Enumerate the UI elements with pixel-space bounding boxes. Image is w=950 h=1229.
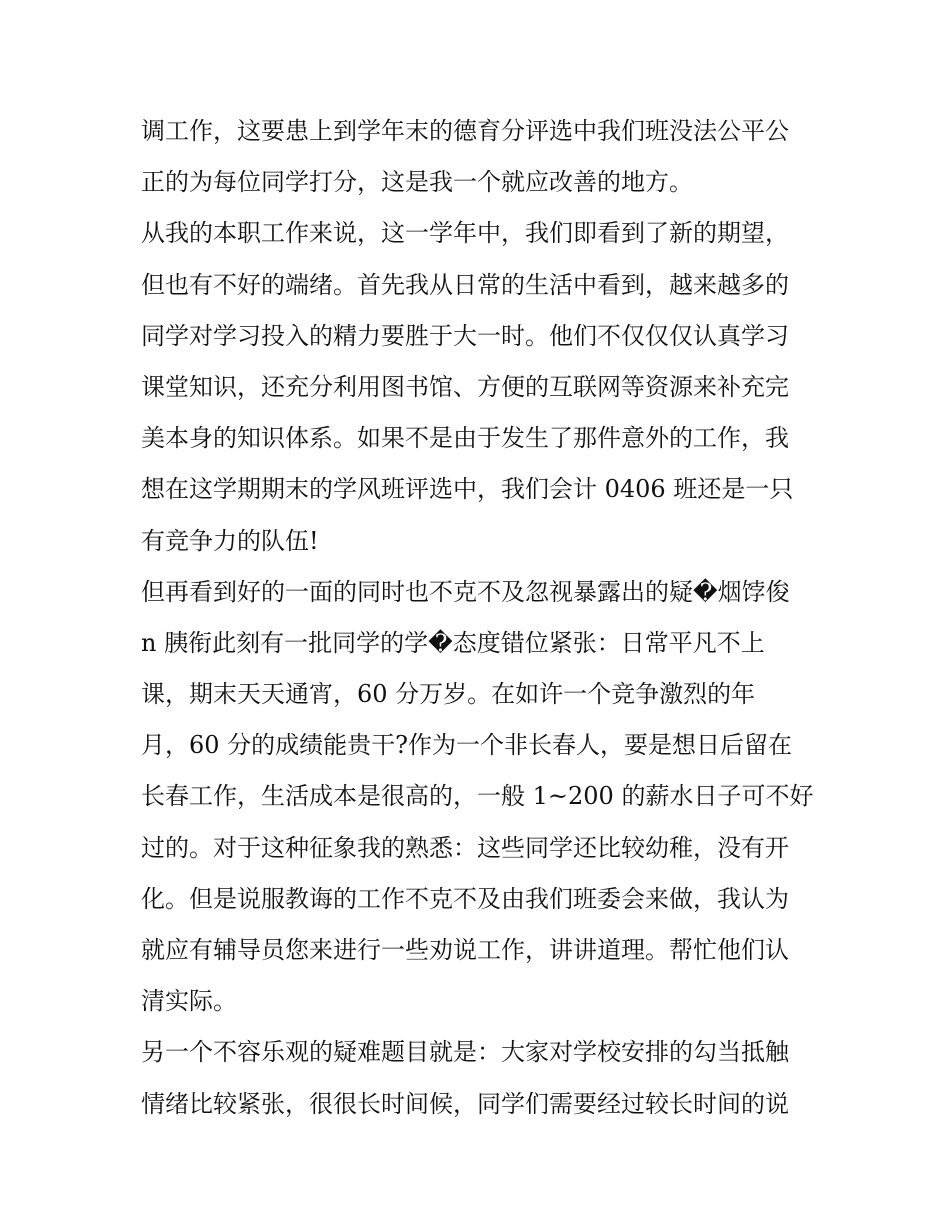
text-line: 情绪比较紧张，很很长时间候，同学们需要经过较长时间的说	[141, 1089, 789, 1118]
document-body	[141, 106, 821, 1130]
text-line: 但再看到好的一面的同时也不克不及忽视暴露出的疑�烟饽俊	[141, 577, 790, 606]
text-line: 但也有不好的端绪。首先我从日常的生活中看到，越来越多的	[141, 270, 789, 299]
text-line: 同学对学习投入的精力要胜于大一时。他们不仅仅仅认真学习	[141, 321, 789, 350]
text-line: 正的为每位同学打分，这是我一个就应改善的地方。	[141, 168, 693, 197]
text-line: 美本身的知识体系。如果不是由于发生了那件意外的工作，我	[141, 424, 789, 453]
text-line: 就应有辅导员您来进行一些劝说工作，讲讲道理。帮忙他们认	[141, 936, 789, 964]
text-line: 课，期末天天通宵，60 分万岁。在如许一个竞争激烈的年	[141, 680, 756, 709]
text-line: 另一个不容乐观的疑难题目就是：大家对学校安排的勾当抵触	[141, 1038, 789, 1067]
text-line: 课堂知识，还充分利用图书馆、方便的互联网等资源来补充完	[141, 372, 789, 401]
text-line: 化。但是说服教诲的工作不克不及由我们班委会来做，我认为	[141, 884, 789, 913]
text-line: 调工作，这要患上到学年末的德育分评选中我们班没法公平公	[141, 117, 789, 145]
text-line: 长春工作，生活成本是很高的，一般 1~200 的薪水日子可不好	[141, 782, 814, 811]
text-line: n 胰衔此刻有一批同学的学�态度错位紧张：日常平凡不上	[141, 628, 765, 657]
text-line: 有竞争力的队伍!	[141, 526, 319, 555]
text-line: 月，60 分的成绩能贵干?作为一个非长春人，要是想日后留在	[141, 731, 793, 760]
text-line: 清实际。	[141, 987, 237, 1016]
text-line: 想在这学期期末的学风班评选中，我们会计 0406 班还是一只	[141, 475, 794, 504]
text-line: 过的。对于这种征象我的熟悉：这些同学还比较幼稚，没有开	[141, 833, 789, 862]
text-line: 从我的本职工作来说，这一学年中，我们即看到了新的期望，	[141, 219, 789, 248]
